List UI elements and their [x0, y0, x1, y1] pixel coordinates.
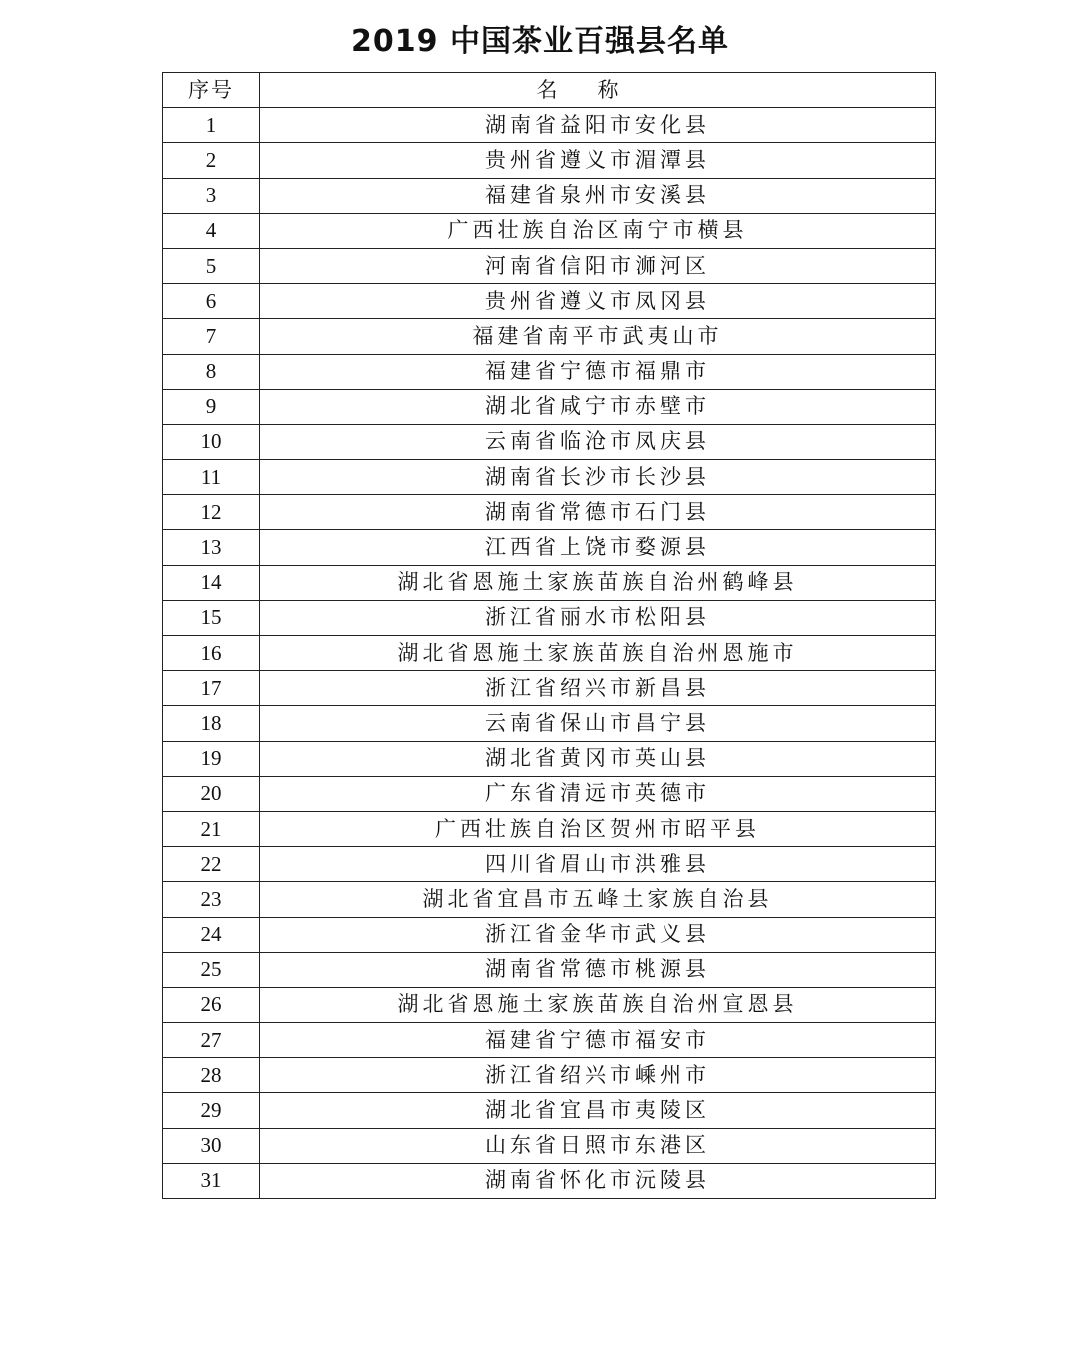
table-row: [163, 143, 936, 178]
table-row: [163, 847, 936, 882]
table-row: [163, 108, 936, 143]
table-row: [163, 354, 936, 389]
row-index-cell: 19: [163, 741, 260, 776]
county-name-cell: 浙江省丽水市松阳县: [260, 600, 936, 635]
row-index-cell: 8: [163, 354, 260, 389]
table-row: [163, 319, 936, 354]
table-row: [163, 776, 936, 811]
county-name-cell: 湖北省恩施土家族苗族自治州鹤峰县: [260, 565, 936, 600]
row-index-cell: 26: [163, 987, 260, 1022]
page-title: 2019 中国茶业百强县名单: [351, 24, 729, 59]
county-name-cell: 湖北省恩施土家族苗族自治州宣恩县: [260, 987, 936, 1022]
table-row: [163, 600, 936, 635]
row-index-cell: 18: [163, 706, 260, 741]
table-row: [163, 917, 936, 952]
column-header-index: 序号: [163, 73, 260, 108]
county-name-cell: 湖南省益阳市安化县: [260, 108, 936, 143]
county-name-cell: 湖南省怀化市沅陵县: [260, 1163, 936, 1198]
county-name-cell: 浙江省绍兴市新昌县: [260, 671, 936, 706]
county-name-cell: 湖北省宜昌市五峰土家族自治县: [260, 882, 936, 917]
row-index-cell: 15: [163, 600, 260, 635]
county-name-cell: 福建省宁德市福鼎市: [260, 354, 936, 389]
table-row: [163, 987, 936, 1022]
county-name-cell: 湖北省黄冈市英山县: [260, 741, 936, 776]
county-name-cell: 广西壮族自治区贺州市昭平县: [260, 811, 936, 846]
row-index-cell: 22: [163, 847, 260, 882]
table-row: [163, 495, 936, 530]
table-row: [163, 1058, 936, 1093]
county-name-cell: 贵州省遵义市凤冈县: [260, 284, 936, 319]
county-name-cell: 贵州省遵义市湄潭县: [260, 143, 936, 178]
table-row: [163, 460, 936, 495]
table-row: [163, 565, 936, 600]
row-index-cell: 2: [163, 143, 260, 178]
row-index-cell: 20: [163, 776, 260, 811]
row-index-cell: 11: [163, 460, 260, 495]
row-index-cell: 12: [163, 495, 260, 530]
table-row: [163, 741, 936, 776]
column-header-name: 名称: [260, 73, 936, 108]
table-row: [163, 671, 936, 706]
county-name-cell: 福建省南平市武夷山市: [260, 319, 936, 354]
county-name-cell: 湖南省常德市石门县: [260, 495, 936, 530]
table-row: [163, 424, 936, 459]
row-index-cell: 13: [163, 530, 260, 565]
row-index-cell: 31: [163, 1163, 260, 1198]
row-index-cell: 5: [163, 248, 260, 283]
row-index-cell: 21: [163, 811, 260, 846]
row-index-cell: 6: [163, 284, 260, 319]
table-row: [163, 284, 936, 319]
row-index-cell: 24: [163, 917, 260, 952]
county-name-cell: 江西省上饶市婺源县: [260, 530, 936, 565]
table-row: [163, 882, 936, 917]
county-name-cell: 浙江省金华市武义县: [260, 917, 936, 952]
table-row: [163, 636, 936, 671]
county-name-cell: 广东省清远市英德市: [260, 776, 936, 811]
row-index-cell: 25: [163, 952, 260, 987]
county-name-cell: 山东省日照市东港区: [260, 1128, 936, 1163]
county-name-cell: 福建省宁德市福安市: [260, 1023, 936, 1058]
row-index-cell: 7: [163, 319, 260, 354]
county-name-cell: 四川省眉山市洪雅县: [260, 847, 936, 882]
table-row: [163, 811, 936, 846]
table-row: [163, 1023, 936, 1058]
county-name-cell: 河南省信阳市浉河区: [260, 248, 936, 283]
county-name-cell: 云南省保山市昌宁县: [260, 706, 936, 741]
county-name-cell: 湖南省长沙市长沙县: [260, 460, 936, 495]
county-list-table: [162, 72, 936, 1199]
table-row: [163, 1128, 936, 1163]
row-index-cell: 23: [163, 882, 260, 917]
county-name-cell: 湖北省恩施土家族苗族自治州恩施市: [260, 636, 936, 671]
county-name-cell: 湖南省常德市桃源县: [260, 952, 936, 987]
row-index-cell: 3: [163, 178, 260, 213]
table-row: [163, 706, 936, 741]
county-name-cell: 湖北省宜昌市夷陵区: [260, 1093, 936, 1128]
row-index-cell: 14: [163, 565, 260, 600]
county-name-cell: 广西壮族自治区南宁市横县: [260, 213, 936, 248]
table-header-row: [163, 73, 936, 108]
row-index-cell: 28: [163, 1058, 260, 1093]
table-row: [163, 1163, 936, 1198]
county-name-cell: 福建省泉州市安溪县: [260, 178, 936, 213]
row-index-cell: 27: [163, 1023, 260, 1058]
table-row: [163, 213, 936, 248]
table-row: [163, 952, 936, 987]
row-index-cell: 17: [163, 671, 260, 706]
county-name-cell: 湖北省咸宁市赤壁市: [260, 389, 936, 424]
row-index-cell: 9: [163, 389, 260, 424]
table-row: [163, 1093, 936, 1128]
row-index-cell: 1: [163, 108, 260, 143]
table-row: [163, 530, 936, 565]
table-body: [163, 108, 936, 1199]
row-index-cell: 10: [163, 424, 260, 459]
row-index-cell: 29: [163, 1093, 260, 1128]
table-row: [163, 178, 936, 213]
row-index-cell: 4: [163, 213, 260, 248]
county-name-cell: 云南省临沧市凤庆县: [260, 424, 936, 459]
row-index-cell: 16: [163, 636, 260, 671]
table-row: [163, 248, 936, 283]
table-row: [163, 389, 936, 424]
row-index-cell: 30: [163, 1128, 260, 1163]
county-name-cell: 浙江省绍兴市嵊州市: [260, 1058, 936, 1093]
